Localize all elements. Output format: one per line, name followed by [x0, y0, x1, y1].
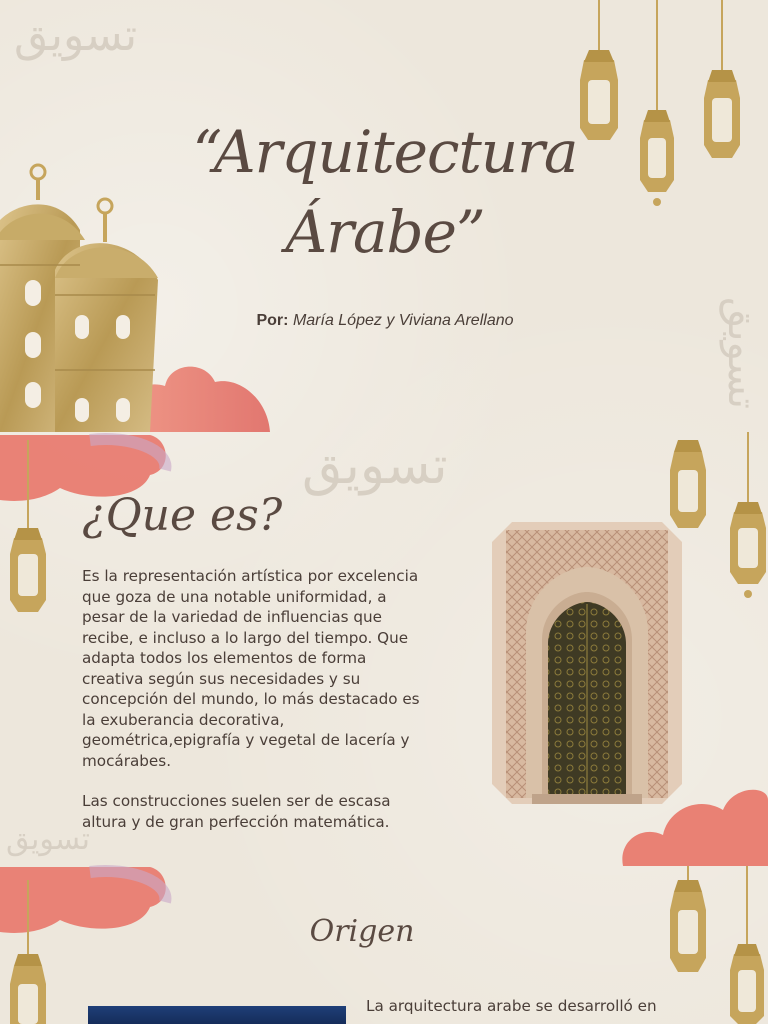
byline-authors: María López y Viviana Arellano	[292, 312, 514, 329]
byline-prefix: Por:	[256, 312, 289, 329]
section-origen-paragraph: La arquitectura arabe se desarrolló en	[366, 997, 657, 1015]
section-heading-que-es: ¿Que es?	[82, 490, 283, 541]
page-title	[150, 112, 620, 272]
byline	[150, 312, 620, 330]
lantern-icon	[728, 432, 768, 602]
lantern-icon	[6, 880, 50, 1024]
section-heading-origen: Origen	[309, 914, 415, 949]
title-line-1: “Arquitectura	[192, 118, 578, 186]
lantern-icon	[726, 866, 768, 1024]
origen-night-image	[88, 1006, 346, 1024]
lantern-icon	[636, 0, 678, 210]
arabic-watermark-top-left: تسويق	[14, 10, 138, 61]
lantern-icon	[666, 866, 710, 986]
lantern-icon	[6, 440, 50, 620]
section-que-es-paragraph-2: Las construcciones suelen ser de escasa altura y de gran perfección matemática.	[82, 792, 391, 831]
arabic-door-image	[492, 522, 682, 804]
arabic-watermark-right-vertical: تسويق	[718, 297, 765, 409]
lantern-icon	[700, 0, 744, 170]
arabic-watermark-center: تسويق	[302, 436, 448, 496]
title-line-2: Árabe”	[285, 198, 485, 266]
section-que-es-paragraph-1: Es la representación artística por excelencia que goza de una notable uniformidad, a pesar de la variedad de influencias que recibe, e incluso a lo largo del tiempo. Que adapta todos los elementos de forma creativa según sus necesidades y su concepción del mundo, lo más destacado es la exuberancia decorativa, geométrica,epigrafía y vegetal de lacería y mocárabes.	[82, 567, 420, 770]
arabic-watermark-left: تسويق	[6, 822, 90, 857]
